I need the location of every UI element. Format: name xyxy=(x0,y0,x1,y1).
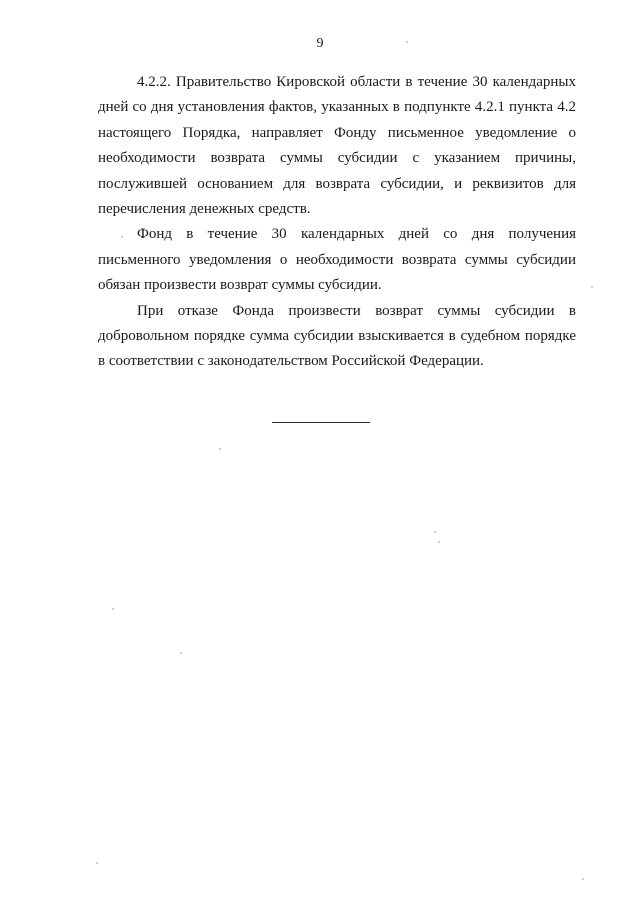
text-line: послужившей основанием для возврата субсидии, и реквизитов для xyxy=(98,175,576,192)
scan-speck xyxy=(219,448,221,450)
text-line: в соответствии с законодательством Российской Федерации. xyxy=(98,353,484,370)
text-line: необходимости возврата суммы субсидии с указанием причины, xyxy=(98,150,576,167)
scan-speck xyxy=(96,862,98,864)
text-line: обязан произвести возврат суммы субсидии. xyxy=(98,277,382,294)
text-line: 4.2.2. Правительство Кировской области в течение 30 календарных xyxy=(137,74,576,90)
scan-speck xyxy=(591,286,593,288)
scan-speck xyxy=(582,878,584,880)
scan-speck xyxy=(112,608,114,610)
scan-speck xyxy=(180,652,182,654)
text-line: перечисления денежных средств. xyxy=(98,201,311,218)
text-line: При отказе Фонда произвести возврат суммы субсидии в xyxy=(137,302,576,319)
text-line: добровольном порядке сумма субсидии взыскивается в судебном порядке xyxy=(98,328,576,345)
scan-speck xyxy=(406,41,408,43)
text-line: письменного уведомления о необходимости возврата суммы субсидии xyxy=(98,251,576,268)
page-number: 9 xyxy=(316,36,324,51)
paragraph-4-2-2 xyxy=(98,70,576,222)
scan-speck xyxy=(438,541,440,543)
paragraph-fund-refund xyxy=(98,222,576,298)
paragraph-refusal xyxy=(98,299,576,375)
end-of-document-rule xyxy=(272,422,370,423)
text-line: настоящего Порядка, направляет Фонду письменное уведомление о xyxy=(98,124,576,141)
scan-speck xyxy=(434,531,436,533)
scan-speck xyxy=(121,236,123,238)
text-line: Фонд в течение 30 календарных дней со дня получения xyxy=(137,226,576,243)
text-line: дней со дня установления фактов, указанных в подпункте 4.2.1 пункта 4.2 xyxy=(98,99,576,116)
document-body xyxy=(98,70,576,375)
